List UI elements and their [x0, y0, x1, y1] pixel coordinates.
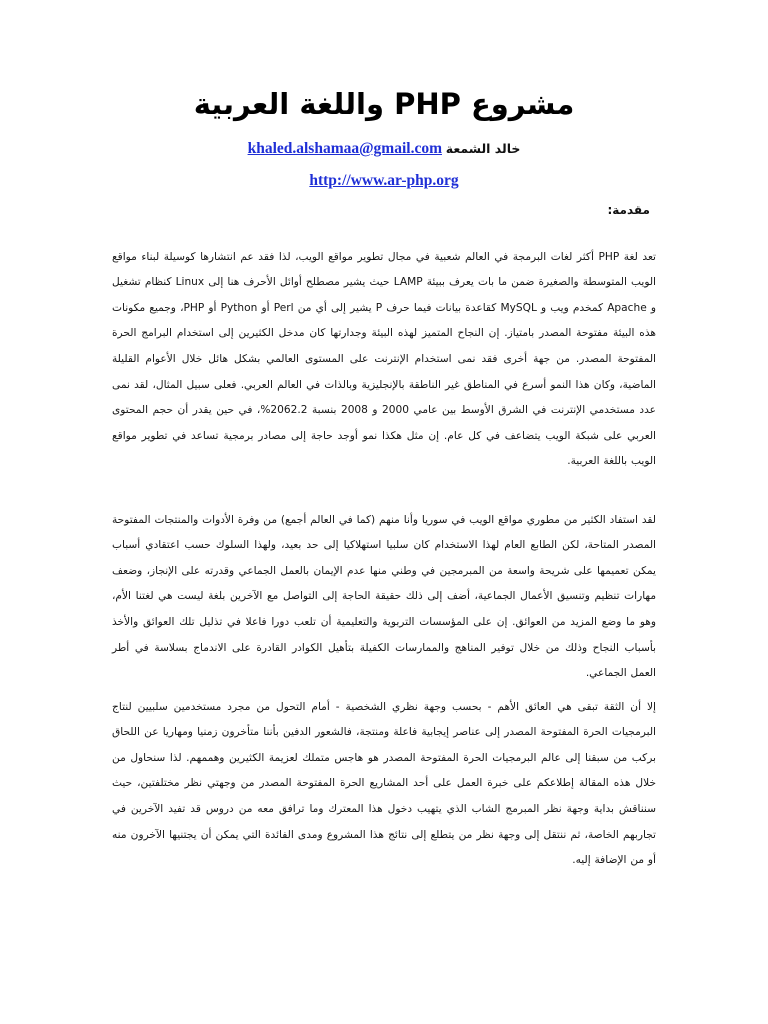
document-title: مشروع PHP واللغة العربية: [193, 87, 575, 121]
author-name: خالد الشمعة: [445, 141, 521, 156]
paragraph-3: إلا أن الثقة تبقى هي العائق الأهم - بحسب وجهة نظري الشخصية - أمام التحول من مجرد مستخدمين سلبيين لنتاج البرمجيات الحرة المفتوحة المصدر إلى عناصر إيجابية فاعلة ومنتجة، فالشعور الدفين بأننا متأخرون زمنيا ومهاريا عن اللحاق بركب من سبقنا إلى عالم البرمجيات الحرة المفتوحة المصدر هو هاجس متملك لعزيمة الكثيرين وهممهم. لذا سنحاول من خلال هذه المقالة إطلاعكم على خبرة العمل على أحد المشاريع الحرة المفتوحة المصدر من وجهتي نظر مختلفتين، حيث سنناقش بداية وجهة نظر المبرمج الشاب الذي يتهيب دخول هذا المعترك وما ترافق معه من دروس قد تفيد الآخرين في تجاربهم الخاصة، ثم ننتقل إلى وجهة نظر من يتطلع إلى نتائج هذا المشروع ومدى الفائدة التي يمكن أن يجتنيها الآخرون منه أو من الإضافة إليه.: [112, 700, 656, 867]
website-line: [0, 169, 768, 193]
author-line: [0, 137, 768, 161]
author-email-link[interactable]: khaled.alshamaa@gmail.com: [247, 140, 442, 157]
paragraph-1: تعد لغة PHP أكثر لغات البرمجة في العالم شعبية في مجال تطوير مواقع الويب، لذا فقد عم انتشارها كوسيلة لبناء مواقع الويب المتوسطة والصغيرة ضمن ما بات يعرف ببيئة LAMP حيث يشير مصطلح أوائل الأحرف هنا إلى Linux كنظام تشغيل و Apache كمخدم ويب و MySQL كقاعدة بيانات فيما حرف P يشير إلى أي من Perl أو Python أو PHP، وجميع مكونات هذه البيئة مفتوحة المصدر بامتياز. إن النجاح المتميز لهذه البيئة وجدارتها كان مدخل الكثيرين إلى استخدام البرامج الحرة المفتوحة المصدر. من جهة أخرى فقد نمى استخدام الإنترنت على المستوى العالمي بشكل هائل خلال الأعوام القليلة الماضية، وكان هذا النمو أسرع في المناطق غير الناطقة بالإنجليزية وبالذات في العالم العربي. فعلى سبيل المثال، لقد نمى عدد مستخدمي الإنترنت في الشرق الأوسط بين عامي 2000 و 2008 بنسبة 2062.2%، في حين يقدر أن حجم المحتوى العربي على شبكة الويب يتضاعف في كل عام. إن مثل هكذا نمو أوجد حاجة إلى مصادر برمجية تساعد في تطوير مواقع الويب باللغة العربية.: [112, 250, 657, 468]
paragraph-2: لقد استفاد الكثير من مطوري مواقع الويب في سوريا وأنا منهم (كما في العالم أجمع) من وفرة الأدوات والمنتجات المفتوحة المصدر المتاحة، لكن الطابع العام لهذا الاستخدام كان سلبيا استهلاكيا إلى حد بعيد، ولهذا السلوك حسب اعتقادي أسباب يمكن تعميمها على شريحة واسعة من المبرمجين في وطني منها عدم الإيمان بالعمل الجماعي وقدرته على الإنجاز، وضعف مهارات تنظيم وتنسيق الأعمال الجماعية، أضف إلى ذلك حقيقة الحاجة إلى التواصل مع الآخرين بلغة ليست هي لغتنا الأم، وهو ما وضع المزيد من العوائق. إن على المؤسسات التربوية والتعليمية أن تلعب دورا فاعلا في تذليل تلك العوائق والأخذ بأسباب النجاح وذلك من خلال توفير المناهج والممارسات الكفيلة بتأهيل الكوادر القادرة على الاندماج بسلاسة في أطر العمل الجماعي.: [112, 513, 656, 680]
section-heading: مقدمة:: [607, 203, 650, 217]
website-link[interactable]: http://www.ar-php.org: [309, 172, 459, 189]
